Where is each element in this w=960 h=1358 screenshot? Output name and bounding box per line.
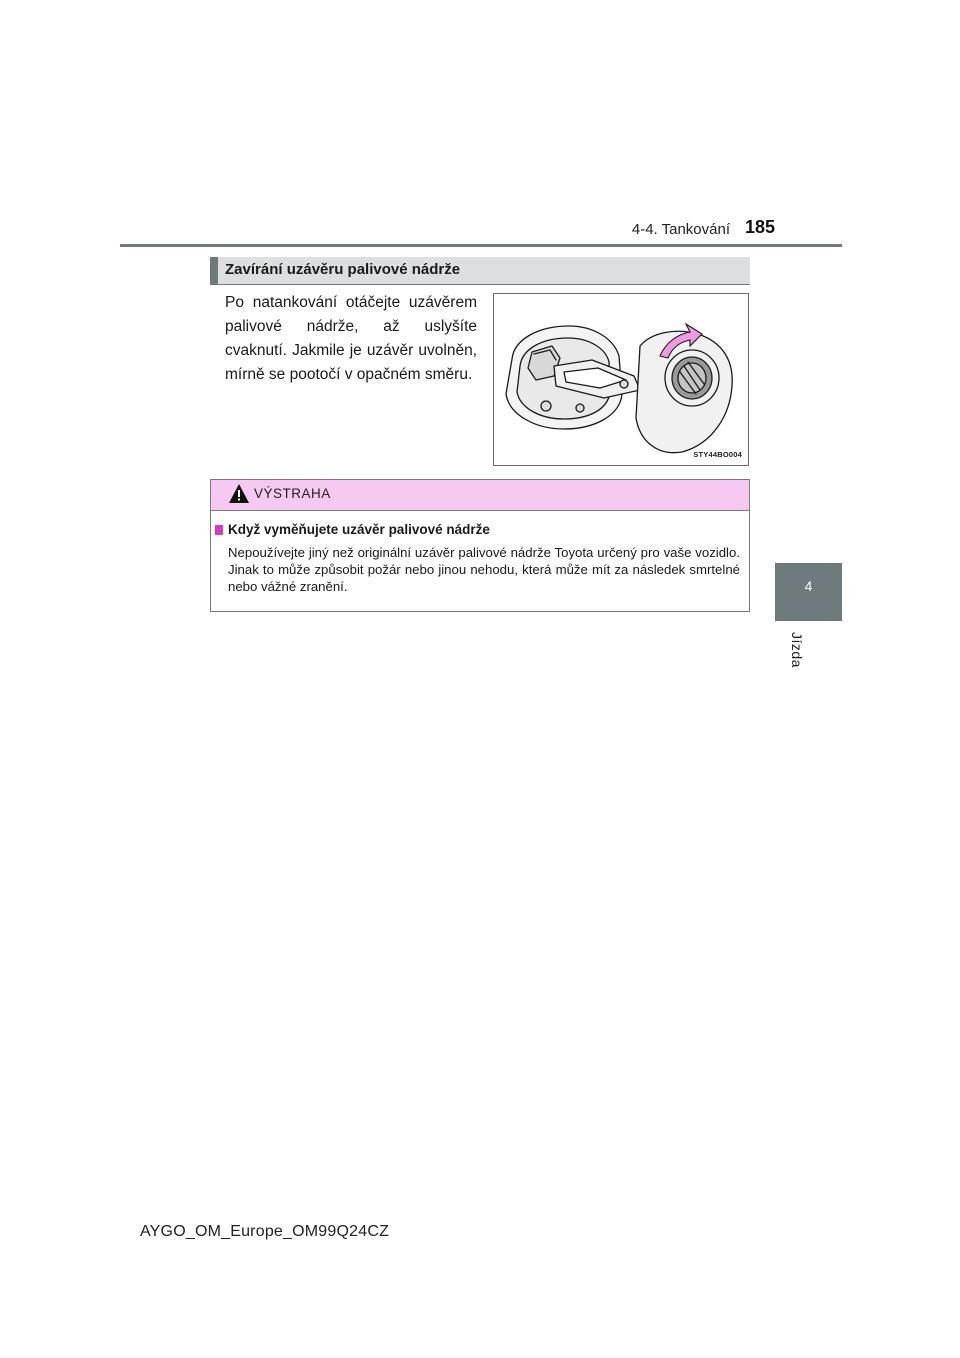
header-rule: [120, 244, 842, 247]
warning-item-title-text: Když vyměňujete uzávěr palivové nádrže: [228, 522, 490, 537]
footer-doc-id: AYGO_OM_Europe_OM99Q24CZ: [140, 1223, 390, 1240]
square-bullet-icon: [215, 525, 223, 535]
fuel-cap-illustration: [493, 293, 749, 466]
section-label: 4-4. Tankování: [631, 221, 730, 238]
chapter-number: 4: [804, 578, 813, 594]
chapter-name: Jízda: [789, 632, 805, 668]
section-heading: Zavírání uzávěru palivové nádrže: [225, 261, 461, 278]
section-heading-accent: [210, 257, 218, 284]
warning-title: VÝSTRAHA: [254, 486, 331, 501]
warning-item-title: [215, 522, 490, 537]
fuel-cap-drawing: [494, 294, 748, 465]
figure-code: STY44BO004: [693, 450, 742, 459]
warning-item-text: Nepoužívejte jiný než originální uzávěr palivové nádrže Toyota určený pro vaše vozidlo. Jinak to může způsobit požár nebo jinou nehodu, která může mít za následek smrtelné nebo vážné zranění.: [228, 545, 740, 594]
page-number: 185: [744, 217, 775, 237]
section-body-text: Po natankování otáčejte uzávěrem palivové nádrže, až uslyšíte cvaknutí. Jakmile je uzávěr uvolněn, mírně se pootočí v opačném směru.: [225, 294, 477, 383]
section-heading-underline: [210, 284, 750, 285]
warning-box: [210, 479, 750, 612]
warning-triangle-icon: [228, 483, 250, 509]
